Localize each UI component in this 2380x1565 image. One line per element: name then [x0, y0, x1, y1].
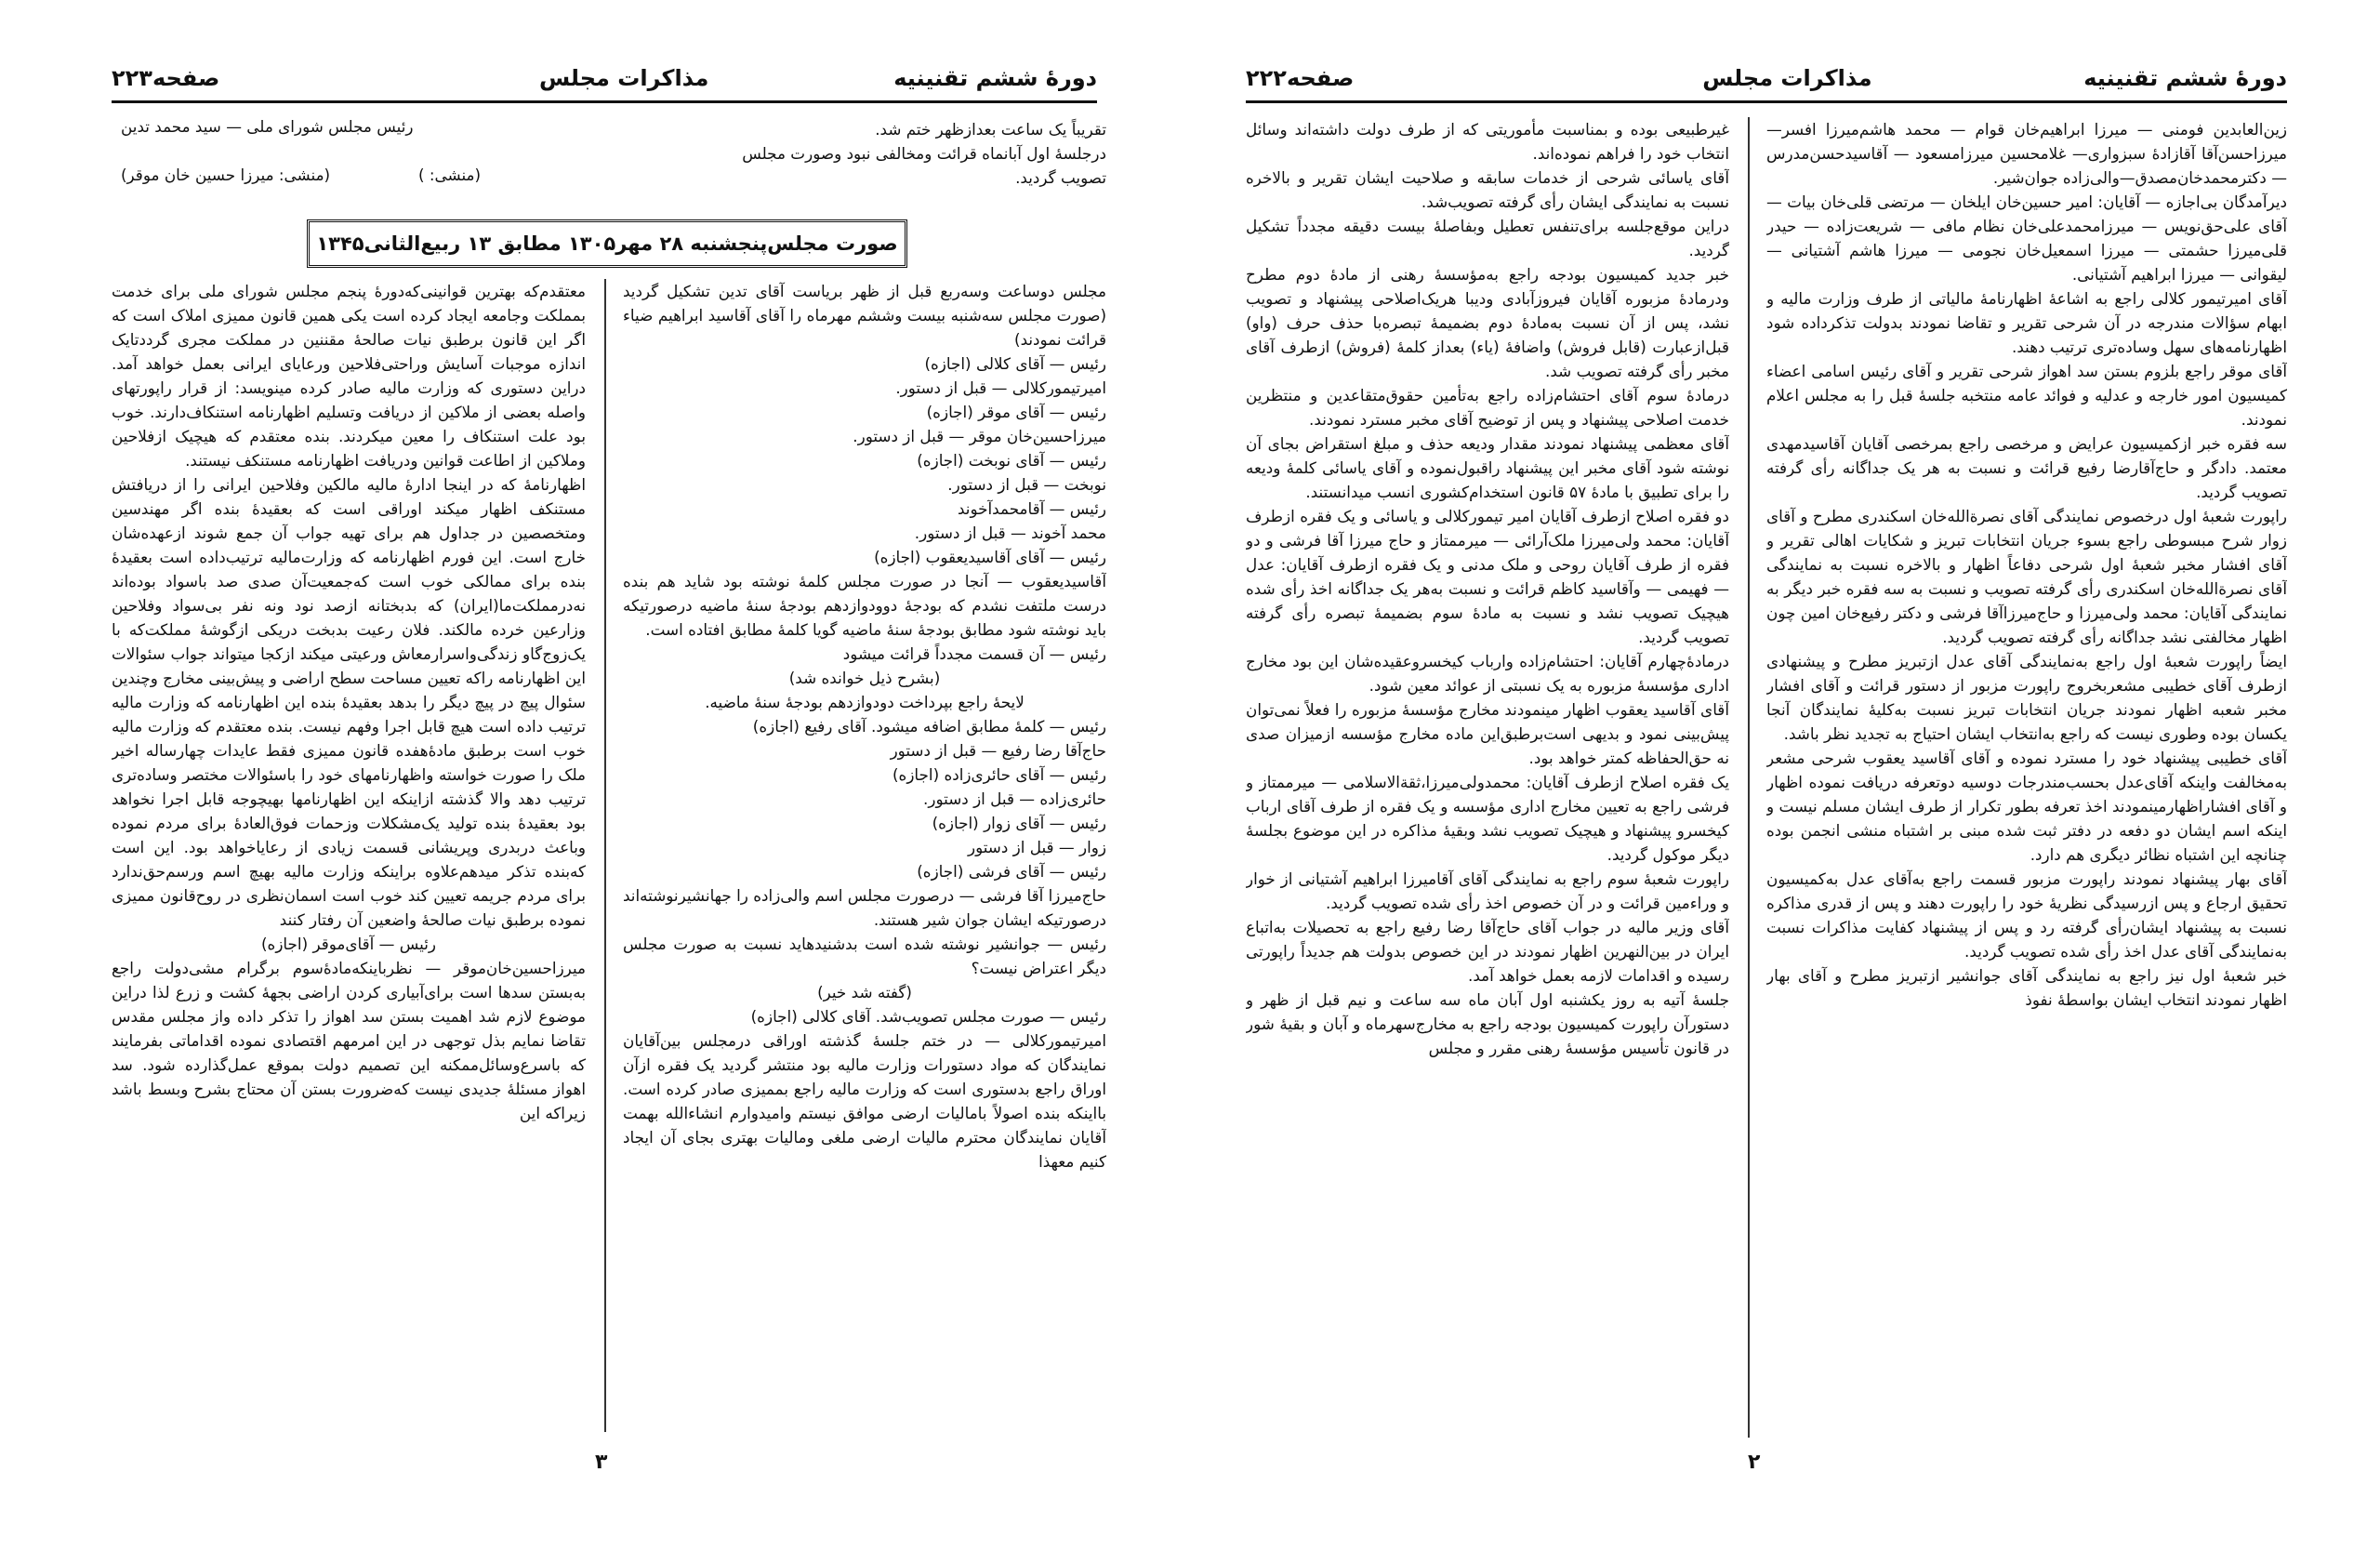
paragraph: امیرتیمورکلالی — در ختم جلسهٔ گذشته اوراقی درمجلس بین‌آقایان نمایندگان که مواد دستورات وزارت مالیه بود منتشر گردید یک فقره ازآن اوراق راجع بدستوری است که وزارت مالیه راجع بممیزی صادر کرده است. بااینکه بنده اصولاً بامالیات ارضی موافق نیستم وامیدوارم انشاءالله بهمت آقایان نمایندگان محترم مالیات ارضی ملغی ومالیات بهتری بجای آن ایجاد کنیم معهذا: [623, 1031, 1106, 1171]
paragraph: آقای موقر راجع بلزوم بستن سد اهواز شرحی تقریر و آقای رئیس اسامی اعضاء کمیسیون امور خارجه و عدلیه و فوائد عامه منتخبه جلسهٔ قبل را به مجلس اعلام نمودند.: [1766, 362, 2287, 429]
paragraph: رئیس — کلمهٔ مطابق اضافه میشود. آقای رفیع (اجازه): [752, 717, 1106, 736]
header-series: دورهٔ ششم تقنینیه: [893, 65, 1097, 91]
paragraph: حاج‌میرزا آقا فرشی — درصورت مجلس اسم والی‌زاده را جهانشیرنوشته‌اند درصورتیکه ایشان جوان شیر هستند.: [623, 886, 1106, 929]
paragraph: رئیس — آقای زوار (اجازه): [932, 814, 1106, 832]
paragraph: میرزاحسین‌خان موقر — قبل از دستور.: [853, 427, 1106, 445]
paragraph: درمادهٔ سوم آقای احتشام‌زاده راجع به‌تأمین حقوق‌متقاعدین و منتظرین خدمت اصلاحی پیشنهاد و پس از توضیح آقای مخبر مسترد نمودند.: [1246, 386, 1729, 429]
paragraph: جلسهٔ آتیه به روز یکشنبه اول آبان ماه سه ساعت و نیم قبل از ظهر و دستورآن راپورت کمیسیون بودجه راجع به مخارج‌سهرماه و آبان و بقیهٔ شور در قانون تأسیس مؤسسهٔ رهنی مقرر و مجلس: [1246, 990, 1729, 1057]
page-number: ۲: [1748, 1451, 1761, 1474]
paragraph: آقای وزیر مالیه در جواب آقای حاج‌آقا رضا رفیع راجع به تحصیلات به‌اتباع ایران در بین‌النهرین اظهار نمودند در این خصوص بدولت هم جدیداً راپورتی رسیده و اقدامات لازمه بعمل خواهد آمد.: [1246, 918, 1729, 985]
right-page-header: [1246, 58, 2287, 100]
header-title: مذاکرات مجلس: [1702, 65, 1872, 91]
paragraph: رئیس — آقامحمدآخوند: [958, 499, 1106, 518]
paragraph: ایضاً راپورت شعبهٔ اول راجع به‌نمایندگی آقای عدل ازتبریز مطرح و پیشنهادی ازطرف آقای خطیبی مشعربخروج راپورت مزبور از دستور قرائت و آقای افشار مخبر شعبه اظهار نمودند جریان انتخابات تبریز نسبت به‌کلیهٔ نمایندگان آنجا یکسان بوده وطوری نیست که راجع به‌انتخاب ایشان احتیاج به تجدید نظر باشد.: [1766, 652, 2287, 743]
paragraph: رئیس — آن قسمت مجدداً قرائت میشود: [842, 644, 1106, 663]
paragraph: رئیس — آقای کلالی (اجازه): [924, 354, 1106, 373]
paragraph: غیرطبیعی بوده و بمناسبت مأموریتی که از طرف دولت داشته‌اند وسائل انتخاب خود را فراهم نموده‌اند.: [1246, 120, 1729, 163]
paragraph: رئیس — آقای‌موقر (اجازه): [260, 935, 437, 953]
right-page: [1209, 0, 2380, 1565]
right-page-left-column: [1246, 117, 1729, 1438]
paragraph: رئیس — جوانشیر نوشته شده است بدشنیدهاید نسبت به صورت مجلس دیگر اعتراض نیست؟: [623, 935, 1106, 977]
session-title: صورت مجلس‌پنجشنبه ۲۸ مهر۱۳۰۵ مطابق ۱۳ ربیع‌الثانی۱۳۴۵: [307, 219, 907, 268]
paragraph: امیرتیمورکلالی — قبل از دستور.: [895, 378, 1106, 397]
paragraph: آقای بهار پیشنهاد نمودند راپورت مزبور قسمت راجع به‌آقای عدل به‌کمیسیون تحقیق ارجاع و پس ازرسیدگی نظریهٔ خود را راپورت دهند و پس از قدری مذاکره نسبت به پیشنهاد ایشان‌رأی گرفته رد و پس از پیشنهاد کفایت مذاکرات نسبت به‌نمایندگی آقای عدل اخذ رأی شده تصویب گردید.: [1766, 869, 2287, 961]
header-page-label: صفحه۲۲۲: [1246, 65, 1355, 91]
paragraph: رئیس — آقای موقر (اجازه): [926, 403, 1106, 421]
paragraph: آقای یاسائی شرحی از خدمات سابقه و صلاحیت ایشان تقریر و بالاخره نسبت به نمایندگی ایشان رأی گرفته تصویب‌شد.: [1246, 168, 1729, 211]
left-page-header: [112, 58, 1097, 100]
paragraph: آقای خطیبی پیشنهاد خود را مسترد نموده و آقای آقاسید یعقوب شرحی مشعر به‌مخالفت واینکه آقای‌عدل بحسب‌مندرجات دوسیه دوتعرفه دریافت نموده اظهار و آقای افشاراظهارمینمودند اخذ تعرفه بطور تکرار از طرف ایشان مسلم نیست و اینکه اسم ایشان دو دفعه در دفتر ثبت شده مبنی بر اشتباه منشی انجمن بوده چنانچه این اشتباه نظائر دیگری هم دارد.: [1766, 749, 2287, 864]
paragraph: دو فقره اصلاح ازطرف آقایان امیر تیمورکلالی و یاسائی و یک فقره ازطرف آقایان: محمد ولی‌میرزا ملک‌آرائی — میرممتاز و حاج میرزا آقا فرشی و دو فقره از طرف آقایان روحی و ملک مدنی و یک فقره ازطرف آقایان: عدل — فهیمی — وآقاسید کاظم قرائت و نسبت به‌هر یک جداگانه اخذ رأی شده هیچیک تصویب نشد و نسبت به مادهٔ سوم بضمیمهٔ تبصره رأی گرفته تصویب گردید.: [1246, 507, 1729, 646]
paragraph: رئیس — صورت مجلس تصویب‌شد. آقای کلالی (اجازه): [750, 1007, 1106, 1026]
left-page-right-column: [623, 279, 1106, 1432]
paragraph: معتقدم‌که بهترین قوانینی‌که‌دورهٔ پنجم مجلس شورای ملی برای خدمت بمملکت وجامعه ایجاد کرده است یکی همین قانون ممیزی املاک است که اگر این قانون برطبق نیات صالحهٔ مقننین در مملکت مجری گرددتایک اندازه موجبات آسایش وراحتی‌فلاحین ورعایای ایرانی بعمل خواهد آمد. دراین دستوری که وزارت مالیه صادر کرده مینویسد: از قرار راپورتهای واصله بعضی از ملاکین از دریافت وتسلیم اظهارنامه استنکاف‌دارند. خوب بود علت استنکاف را معین میکردند. بنده معتقدم که هیچیک ازفلاحین وملاکین از اطاعت قوانین ودریافت اظهارنامه مستنکف نیستند.: [112, 282, 586, 470]
paragraph: رئیس — آقای حائری‌زاده (اجازه): [892, 765, 1106, 784]
paragraph: زوار — قبل از دستور: [967, 838, 1106, 856]
paragraph: (بشرح ذیل خوانده شد): [788, 669, 941, 687]
intro-line: درجلسهٔ اول آبانماه قرائت ومخالفی نبود وصورت مجلس: [742, 144, 1106, 163]
paragraph: آقاسیدیعقوب — آنجا در صورت مجلس کلمهٔ نوشته بود شاید هم بنده درست ملتفت نشدم که بودجهٔ دوودوازدهم بودجهٔ سنهٔ ماضیه درصورتیکه باید نوشته شود مطابق بودجهٔ سنهٔ ماضیه گویا کلمهٔ مطابق افتاده است.: [623, 572, 1106, 639]
column-divider: [1748, 117, 1750, 1438]
paragraph: درمادهٔ‌چهارم آقایان: احتشام‌زاده وارباب کیخسروعقیده‌شان این بود مخارج اداری مؤسسهٔ مزبوره به یک نسبتی از عوائد معین شود.: [1246, 652, 1729, 695]
paragraph: آقای آقاسید یعقوب اظهار مینمودند مخارج مؤسسهٔ مزبوره را فعلاً نمی‌توان پیش‌بینی نمود و بدیهی است‌برطبق‌این ماده مخارج مؤسسه ازمیزان صدی نه حق‌الحفاظه کمتر خواهد بود.: [1246, 700, 1729, 767]
header-page-label: صفحه۲۲۳: [112, 65, 220, 91]
intro-line: تصویب گردید.: [1015, 168, 1106, 187]
paragraph: حائری‌زاده — قبل از دستور.: [923, 789, 1106, 808]
left-page: [0, 0, 1153, 1565]
header-series: دورهٔ ششم تقنینیه: [2083, 65, 2287, 91]
paragraph: آقای امیرتیمور کلالی راجع به اشاعهٔ اظهارنامهٔ مالیاتی از طرف وزارت مالیه و ابهام سؤالات مندرجه در آن شرحی تقریر و تقاضا نمودند بدولت تذکرداده شود اظهارنامه‌های سهل وساده‌تری ترتیب دهند.: [1766, 289, 2287, 356]
signature-president: رئیس مجلس شورای ملی — سید محمد تدین: [121, 117, 414, 136]
right-page-right-column: [1766, 117, 2287, 1438]
signature-secretary-1: (منشی: ): [418, 166, 482, 184]
header-title: مذاکرات مجلس: [538, 65, 709, 91]
paragraph: یک فقره اصلاح ازطرف آقایان: محمدولی‌میرزا،ثقةالاسلامی — میرممتاز و فرشی راجع به تعیین مخارج اداری مؤسسه و یک فقره از طرف آقای ارباب کیخسرو پیشنهاد و هیچیک تصویب نشد وبقیهٔ مذاکره در این موضوع بجلسهٔ دیگر موکول گردید.: [1246, 773, 1729, 864]
paragraph: زین‌العابدین فومنی — میرزا ابراهیم‌خان قوام — محمد هاشم‌میرزا افسر— میرزاحسن‌آقا آقازادهٔ سبزواری— غلامحسین میرزامسعود — آقاسیدحسن‌مدرس— دکترمحمدخان‌مصدق—والی‌زاده جوان‌شیر.: [1766, 120, 2287, 187]
paragraph: مجلس دوساعت وسه‌ربع قبل از ظهر بریاست آقای تدین تشکیل گردید (صورت مجلس سه‌شنبه بیست وششم مهرماه را آقای آقاسید ابراهیم ضیاء قرائت نمودند): [623, 282, 1106, 349]
paragraph: (گفته شد خیر): [817, 983, 912, 1001]
paragraph: دیرآمدگان بی‌اجازه — آقایان: امیر حسین‌خان ایلخان — مرتضی قلی‌خان بیات — آقای علی‌حق‌نویس — میرزامحمدعلی‌خان نظام مافی — شریعت‌زاده — حیدر قلی‌میرزا حشمتی — میرزا اسمعیل‌خان نجومی — میرزا هاشم آشتیانی — لیقوانی — میرزا ابراهیم آشتیانی.: [1766, 192, 2287, 284]
column-divider: [604, 279, 606, 1432]
paragraph: راپورت شعبهٔ اول درخصوص نمایندگی آقای نصرةالله‌خان اسکندری مطرح و آقای زوار شرح مبسوطی راجع بسوء جریان انتخابات تبریز و شکایات اهالی تقریر و آقای افشار مخبر شعبهٔ اول شرحی دفاعاً اظهار و بالاخره نسبت به نمایندگی آقای نصرةالله‌خان اسکندری رأی گرفته تصویب و نسبت به سه فقره خبر دیگر به نمایندگی آقایان: محمد ولی‌میرزا و حاج‌میرزاآقا فرشی و دکتر رفیع‌خان امین چون اظهار مخالفتی نشد جداگانه رأی گرفته تصویب گردید.: [1766, 507, 2287, 646]
paragraph: رئیس — آقای نوبخت (اجازه): [917, 451, 1106, 470]
paragraph: نوبخت — قبل از دستور.: [947, 475, 1106, 494]
left-page-left-column: [112, 279, 586, 1432]
paragraph: رئیس — آقای آقاسیدیعقوب (اجازه): [874, 548, 1106, 566]
paragraph: آقای معظمی پیشنهاد نمودند مقدار ودیعه حذف و مبلغ استقراض بجای آن نوشته شود آقای مخبر این پیشنهاد راقبول‌نموده و آقای یاسائی کلمهٔ ودیعه را برای تطبیق با مادهٔ ۵۷ قانون استخدام‌کشوری انسب میدانستند.: [1246, 434, 1729, 501]
paragraph: محمد آخوند — قبل از دستور.: [914, 524, 1106, 542]
paragraph: خبر جدید کمیسیون بودجه راجع به‌مؤسسهٔ رهنی از مادهٔ دوم مطرح ودرمادهٔ مزبوره آقایان فیروزآبادی ودیبا هریک‌اصلاحی پیشنهاد و تصویب نشد، پس از آن نسبت به‌مادهٔ دوم بضمیمهٔ تبصره‌با حذف حرف (واو) قبل‌ازعبارت (قابل فروش) واضافهٔ (یاء) بعداز کلمهٔ (فروش) ازطرف آقای مخبر رأی گرفته تصویب شد.: [1246, 265, 1729, 380]
paragraph: حاج‌آقا رضا رفیع — قبل از دستور: [890, 741, 1106, 760]
page-number: ۳: [595, 1451, 608, 1474]
paragraph: میرزاحسین‌خان‌موقر — نظربا‌ینکه‌مادهٔ‌سوم برگرام مشی‌دولت راجع به‌بستن سدها است برای‌آبیاری کردن اراضی بجههٔ کشت و زرع لذا دراین موضوع لازم شد اهمیت بستن سد اهواز را تذکر داده واز مجلس مقدس تقاضا نمایم بذل توجهی در این امرمهم اقتصادی نموده اقداماتی بفرمایند که باسرع‌وسائل‌ممکنه این تصمیم دولت بموقع عمل‌گذارده شود. سد اهواز مسئلهٔ جدیدی نیست که‌ضرورت بستن آن محتاج بشرح وبسط باشد زیرا‌که این: [112, 959, 586, 1122]
paragraph: اظهارنامهٔ که در اینجا ادارهٔ مالیه مالکین وفلاحین ایرانی را از دریافتش مستنکف اظهار میکند اوراقی است که بعقیدهٔ بنده اگر مهندسین ومتخصصین در جداول هم برای تهیه جواب آن جمع شوند ازعهده‌شان خارج است. این فورم اظهارنامه که وزارت‌مالیه ترتیب‌داده است بعقیدهٔ بنده برای ممالکی خوب است که‌جمعیت‌آن صدی صد باسواد بوده‌اند نه‌درمملکت‌ما(ایران) که بدبختانه ازصد نود ونه نفر بی‌سواد وفلاحین وزارعین خرده مالکند. فلان رعیت بدبخت دریکی ازگوشهٔ مملکت‌که با یک‌زوج‌گاو زندگی‌واسرارمعاش ورعیتی میکند ازکجا میتواند جواب سئوالات این اظهارنامه راکه تعیین مساحت سطح اراضی و پیش‌بینی مخارج وچندین سئوال پیچ در پیچ دیگر را بدهد بعقیدهٔ بنده این اظهارنامه که وزارت مالیه ترتیب داده است هیچ قابل اجرا وفهم نیست. بنده معتقدم که وزارت مالیه خوب است برطبق مادهٔ‌هفده قانون ممیزی فقط عایدات چهارساله اخیر ملک را صورت خواسته واظهارنامهای خود را باسئوالات مختصر وساده‌تری ترتیب دهد والا گذشته ازاینکه این اظهارنامها بهیچوجه قابل اجرا نخواهد بود بعقیدهٔ بنده تولید یک‌مشکلات وزحمات فوق‌العادهٔ برای مردم نموده وباعث دربدری وپریشانی قسمت زیادی از رعایاخواهد بود. این است که‌بنده تذکر میدهم‌علاوه براینکه وزارت مالیه بهیچ اسم ورسم‌حق‌ندارد برای مردم جریمه تعیین کند خوب است اسمان‌نظری در روح‌قانون ممیزی نموده برطبق نیات صالحهٔ واضعین آن رفتار کنند: [112, 475, 586, 929]
paragraph: دراین موقع‌جلسه برای‌تنفس تعطیل وبفاصلهٔ بیست دقیقه مجدداً تشکیل گردید.: [1246, 217, 1729, 259]
paragraph: راپورت شعبهٔ سوم راجع به نمایندگی آقای آقامیرزا ابراهیم آشتیانی از خوار و وراءمین قرائت و در آن خصوص اخذ رأی شده تصویب گردید.: [1246, 869, 1729, 912]
intro-line: تقریباً یک ساعت بعدازظهر ختم شد.: [875, 120, 1106, 139]
paragraph: لایحهٔ راجع بپرداخت دودوازدهم بودجهٔ سنهٔ ماضیه.: [705, 693, 1025, 711]
paragraph: سه فقره خبر ازکمیسیون عرایض و مرخصی راجع بمرخصی آقایان آقاسیدمهدی معتمد. دادگر و حاج‌آقارضا رفیع قرائت و نسبت به هر یک جداگانه رأی گرفته تصویب گردید.: [1766, 434, 2287, 501]
paragraph: رئیس — آقای فرشی (اجازه): [917, 862, 1106, 881]
header-rule: [1246, 100, 2287, 103]
header-rule: [112, 100, 1097, 103]
intro-text: [623, 117, 1106, 210]
paragraph: خبر شعبهٔ اول نیز راجع به نمایندگی آقای جوانشیر ازتبریز مطرح و آقای بهار اظهار نمودند انتخاب ایشان بواسطهٔ نفوذ: [1766, 966, 2287, 1009]
signature-secretary-2: (منشی: میرزا حسین خان موقر): [121, 166, 331, 184]
